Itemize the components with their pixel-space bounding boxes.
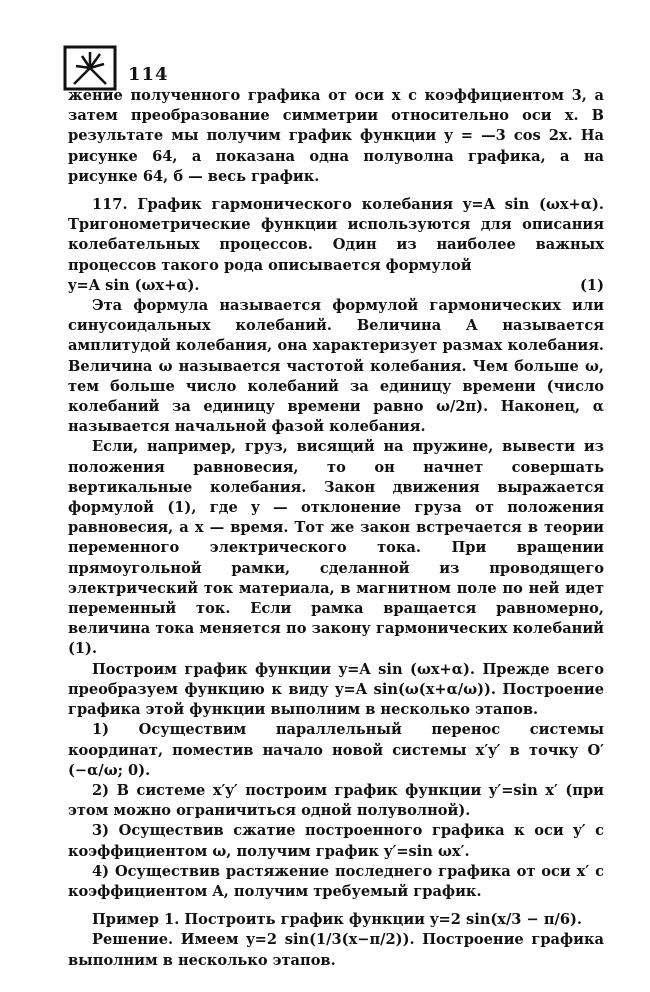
step-2: 2) В системе x′y′ построим график функции y′=sin x′ (при этом можно ограничиться одной полуволной).: [68, 781, 604, 820]
step-3: 3) Осуществив сжатие построенного графика к оси y′ с коэффициентом ω, получим график y′=sin ωx′.: [68, 822, 604, 860]
formula-1-expression: y=A sin (ωx+α).: [68, 276, 200, 294]
paragraph-example-spring: Если, например, груз, висящий на пружине, вывести из положения равновесия, то он начнет совершать вертикальные колебания. Закон движения выражается формулой (1), где y — отклонение груза от положения равновесия, а x — время. Тот же закон встречается в теории переменного электрического тока. При вращении прямоугольной рамки, сделанной из проводящего электрический ток материала, в магнитном поле по ней идет переменный ток. Если рамка вращается равномерно, величина тока меняется по закону гармонических колебаний (1).: [68, 438, 604, 658]
paragraph-definitions: Эта формула называется формулой гармонических или синусоидальных колебаний. Величина A называется амплитудой колебания, она характеризует размах колебания. Величина ω называется частотой колебания. Чем больше ω, тем больше число колебаний за единицу времени (число колебаний за единицу времени равно ω/2π). Наконец, α называется начальной фазой колебания.: [68, 297, 604, 436]
section-heading-paragraph: 117. График гармонического колебания y=A sin (ωx+α). Тригонометрические функции используются для описания колебательных процессов. Один из наиболее важных процессов такого рода описывается формулой: [68, 196, 604, 274]
formula-1: [68, 276, 604, 296]
solution: Решение. Имеем y=2 sin(1/3(x−π/2)). Построение графика выполним в несколько этапов.: [68, 931, 604, 969]
page-number: 114: [128, 64, 169, 85]
step-1: 1) Осуществим параллельный перенос системы координат, поместив начало новой системы x′y′ в точку O′(−α/ω; 0).: [68, 721, 604, 779]
paragraph-plan: Построим график функции y=A sin (ωx+α). Прежде всего преобразуем функцию к виду y=A sin(ω(x+α/ω)). Построение графика этой функции выполним в несколько этапов.: [68, 660, 604, 719]
publisher-emblem-icon: [62, 44, 118, 92]
formula-1-number: (1): [580, 276, 604, 294]
step-4: 4) Осуществив растяжение последнего графика от оси x′ с коэффициентом A, получим требуемый график.: [68, 862, 604, 900]
paragraph-continuation: жение полученного графика от оси x с коэффициентом 3, а затем преобразование симметрии относительно оси x. В результате мы получим график функции y = —3 cos 2x. На рисунке 64, а показана одна полуволна графика, а на рисунке 64, б — весь график.: [68, 87, 604, 185]
page-body: [68, 86, 604, 971]
example-1: Пример 1. Построить график функции y=2 sin(x/3 − π/6).: [92, 911, 582, 929]
